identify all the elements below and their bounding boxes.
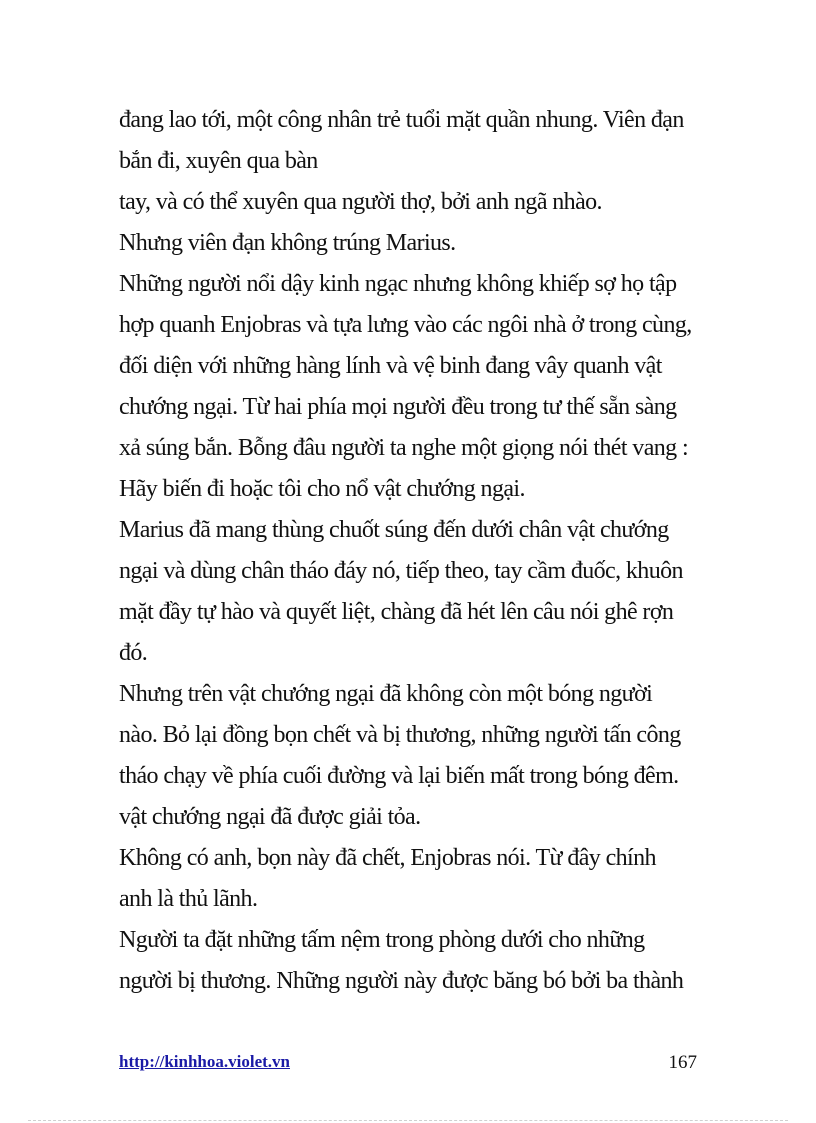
text-line: đối diện với những hàng lính và vệ binh đang vây quanh vật xyxy=(119,353,662,379)
footer-website-link[interactable]: http://kinhhoa.violet.vn xyxy=(119,1052,290,1071)
text-line: hợp quanh Enjobras và tựa lưng vào các ngôi nhà ở trong cùng, xyxy=(119,312,692,338)
text-line: xả súng bắn. Bỗng đâu người ta nghe một giọng nói thét vang : xyxy=(119,435,689,461)
page-footer xyxy=(119,1052,697,1078)
text-line: Người ta đặt những tấm nệm trong phòng dưới cho những xyxy=(119,927,645,953)
text-line: nào. Bỏ lại đồng bọn chết và bị thương, những người tấn công xyxy=(119,722,681,748)
text-line: tháo chạy về phía cuối đường và lại biến mất trong bóng đêm. xyxy=(119,763,679,789)
text-line: đang lao tới, một công nhân trẻ tuổi mặt quần nhung. Viên đạn xyxy=(119,107,684,133)
text-line: đó. xyxy=(119,640,148,666)
text-line: bắn đi, xuyên qua bàn xyxy=(119,148,318,174)
page-bottom-divider xyxy=(28,1120,788,1121)
text-line: Nhưng viên đạn không trúng Marius. xyxy=(119,230,456,256)
text-line: tay, và có thể xuyên qua người thợ, bởi anh ngã nhào. xyxy=(119,189,602,215)
text-line: Marius đã mang thùng chuốt súng đến dưới chân vật chướng xyxy=(119,517,669,543)
text-line: Không có anh, bọn này đã chết, Enjobras nói. Từ đây chính xyxy=(119,845,656,871)
text-line: người bị thương. Những người này được băng bó bởi ba thành xyxy=(119,968,684,994)
text-line: Những người nổi dậy kinh ngạc nhưng không khiếp sợ họ tập xyxy=(119,271,677,297)
text-line: ngại và dùng chân tháo đáy nó, tiếp theo, tay cầm đuốc, khuôn xyxy=(119,558,683,584)
page-body-text xyxy=(119,100,709,1002)
text-line: Hãy biến đi hoặc tôi cho nổ vật chướng ngại. xyxy=(119,476,525,502)
text-line: vật chướng ngại đã được giải tỏa. xyxy=(119,804,421,830)
page-number: 167 xyxy=(668,1052,697,1073)
text-line: mặt đầy tự hào và quyết liệt, chàng đã hét lên câu nói ghê rợn xyxy=(119,599,674,625)
text-line: chướng ngại. Từ hai phía mọi người đều trong tư thế sẵn sàng xyxy=(119,394,677,420)
text-line: Nhưng trên vật chướng ngại đã không còn một bóng người xyxy=(119,681,653,707)
text-line: anh là thủ lãnh. xyxy=(119,886,258,912)
